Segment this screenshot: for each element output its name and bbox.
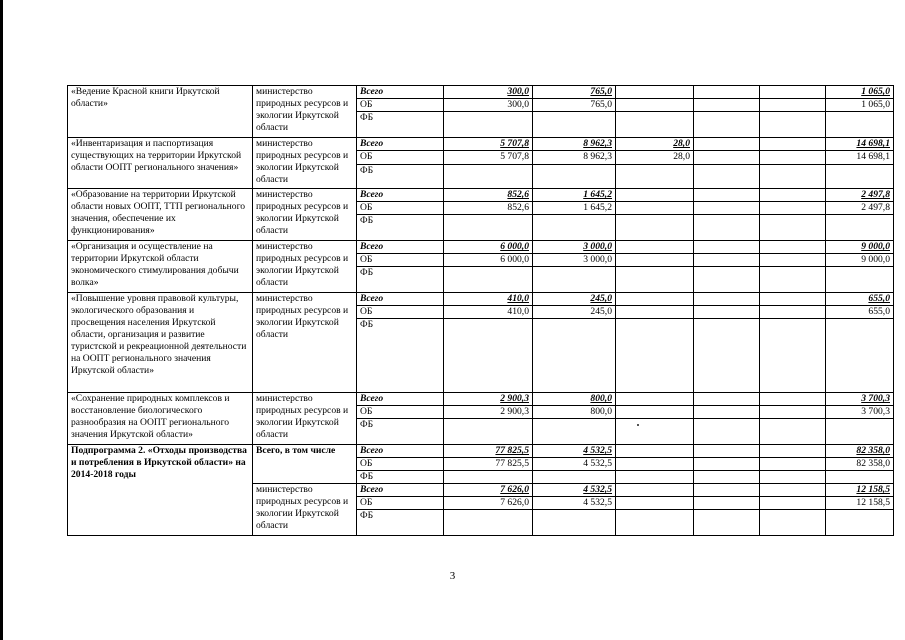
value-total-cell: 12 158,5: [826, 497, 894, 510]
value-2017-cell: [694, 112, 760, 138]
value-2015-cell: 1 645,2: [533, 202, 616, 215]
value-2017-cell: [694, 445, 760, 458]
value-2018-cell: [760, 393, 826, 406]
source-type-cell: Всего: [357, 293, 444, 306]
value-2016-cell: [616, 510, 694, 536]
value-2014-cell: 2 900,3: [444, 393, 533, 406]
value-2014-cell: 77 825,5: [444, 458, 533, 471]
value-2017-cell: [694, 458, 760, 471]
value-total-cell: 2 497,8: [826, 202, 894, 215]
value-2015-cell: 4 532,5: [533, 445, 616, 458]
value-2015-cell: [533, 267, 616, 293]
value-2015-cell: [533, 112, 616, 138]
value-2014-cell: 5 707,8: [444, 151, 533, 165]
value-2016-cell: [616, 112, 694, 138]
source-type-cell: ОБ: [357, 306, 444, 319]
value-total-cell: 2 497,8: [826, 189, 894, 202]
source-type-cell: ФБ: [357, 510, 444, 536]
value-2016-cell: [616, 267, 694, 293]
value-2015-cell: 4 532,5: [533, 458, 616, 471]
source-type-cell: Всего: [357, 393, 444, 406]
value-2018-cell: [760, 319, 826, 393]
value-total-cell: [826, 471, 894, 484]
value-2014-cell: 6 000,0: [444, 254, 533, 267]
value-2014-cell: 2 900,3: [444, 406, 533, 419]
value-2018-cell: [760, 99, 826, 112]
value-2015-cell: [533, 510, 616, 536]
value-2014-cell: 852,6: [444, 202, 533, 215]
source-type-cell: ФБ: [357, 419, 444, 445]
value-2015-cell: 4 532,5: [533, 484, 616, 497]
value-2016-cell: [616, 202, 694, 215]
value-2017-cell: [694, 484, 760, 497]
value-2016-cell: [616, 497, 694, 510]
executor-cell: министерство природных ресурсов и экологии Иркутской области: [253, 138, 357, 189]
value-2018-cell: [760, 241, 826, 254]
source-type-cell: ОБ: [357, 202, 444, 215]
value-2017-cell: [694, 189, 760, 202]
measure-name-cell: «Инвентаризация и паспортизация существующих на территории Иркутской области ООПТ регионального значения»: [68, 138, 253, 189]
executor-cell: министерство природных ресурсов и экологии Иркутской области: [253, 393, 357, 445]
scan-speck: [637, 424, 639, 426]
executor-cell: министерство природных ресурсов и экологии Иркутской области: [253, 293, 357, 393]
value-2017-cell: [694, 138, 760, 151]
value-total-cell: 1 065,0: [826, 86, 894, 99]
value-2015-cell: 765,0: [533, 99, 616, 112]
source-type-cell: ОБ: [357, 99, 444, 112]
value-2018-cell: [760, 445, 826, 458]
source-type-cell: ОБ: [357, 151, 444, 165]
value-2017-cell: [694, 406, 760, 419]
value-2014-cell: 5 707,8: [444, 138, 533, 151]
value-2018-cell: [760, 254, 826, 267]
value-2017-cell: [694, 151, 760, 165]
source-type-cell: Всего: [357, 445, 444, 458]
value-2018-cell: [760, 419, 826, 445]
value-2014-cell: 77 825,5: [444, 445, 533, 458]
value-2014-cell: 7 626,0: [444, 484, 533, 497]
value-2015-cell: 1 645,2: [533, 189, 616, 202]
value-2014-cell: 410,0: [444, 306, 533, 319]
value-2017-cell: [694, 202, 760, 215]
value-2015-cell: [533, 419, 616, 445]
value-2016-cell: [616, 471, 694, 484]
value-total-cell: 3 700,3: [826, 393, 894, 406]
value-2016-cell: [616, 306, 694, 319]
value-2015-cell: 800,0: [533, 406, 616, 419]
value-total-cell: [826, 267, 894, 293]
value-2015-cell: 3 000,0: [533, 241, 616, 254]
budget-table-body: [68, 86, 894, 536]
value-2016-cell: [616, 406, 694, 419]
source-type-cell: Всего: [357, 241, 444, 254]
value-2014-cell: 300,0: [444, 99, 533, 112]
value-2016-cell: [616, 241, 694, 254]
value-2018-cell: [760, 484, 826, 497]
source-type-cell: ОБ: [357, 497, 444, 510]
source-type-cell: Всего: [357, 189, 444, 202]
value-total-cell: 1 065,0: [826, 99, 894, 112]
value-2017-cell: [694, 241, 760, 254]
value-2016-cell: [616, 319, 694, 393]
value-2017-cell: [694, 254, 760, 267]
source-type-cell: Всего: [357, 484, 444, 497]
value-2014-cell: [444, 319, 533, 393]
value-2016-cell: [616, 254, 694, 267]
executor-cell: министерство природных ресурсов и экологии Иркутской области: [253, 484, 357, 536]
value-total-cell: [826, 319, 894, 393]
value-2018-cell: [760, 306, 826, 319]
value-2014-cell: 300,0: [444, 86, 533, 99]
source-type-cell: ОБ: [357, 254, 444, 267]
measure-name-cell: «Образование на территории Иркутской области новых ООПТ, ТТП регионального значения, обеспечение их функционирования»: [68, 189, 253, 241]
value-2014-cell: [444, 215, 533, 241]
value-2018-cell: [760, 189, 826, 202]
measure-name-cell: «Повышение уровня правовой культуры, экологического образования и просвещения населения Иркутской области, организация и развитие туристской и рекреационной деятельности на ООПТ регионального значения Иркутской области»: [68, 293, 253, 393]
table-row: [68, 293, 894, 306]
value-2018-cell: [760, 497, 826, 510]
executor-cell: министерство природных ресурсов и экологии Иркутской области: [253, 189, 357, 241]
source-type-cell: ФБ: [357, 267, 444, 293]
value-2017-cell: [694, 510, 760, 536]
table-row: [68, 86, 894, 99]
executor-cell: министерство природных ресурсов и экологии Иркутской области: [253, 86, 357, 138]
value-2018-cell: [760, 510, 826, 536]
value-2016-cell: 28,0: [616, 138, 694, 151]
value-2016-cell: [616, 165, 694, 189]
value-2014-cell: 6 000,0: [444, 241, 533, 254]
value-2016-cell: [616, 484, 694, 497]
value-2014-cell: 410,0: [444, 293, 533, 306]
value-total-cell: 14 698,1: [826, 151, 894, 165]
value-2015-cell: 765,0: [533, 86, 616, 99]
source-type-cell: ФБ: [357, 112, 444, 138]
subprogram-total-label-cell: Всего, в том числе: [253, 445, 357, 484]
value-2016-cell: [616, 445, 694, 458]
value-2014-cell: [444, 112, 533, 138]
table-row: [68, 445, 894, 458]
measure-name-cell: «Ведение Красной книги Иркутской области»: [68, 86, 253, 138]
source-type-cell: Всего: [357, 138, 444, 151]
table-row: [68, 393, 894, 406]
value-2018-cell: [760, 215, 826, 241]
value-2015-cell: 8 962,3: [533, 151, 616, 165]
source-type-cell: ОБ: [357, 458, 444, 471]
value-total-cell: [826, 510, 894, 536]
value-2015-cell: [533, 165, 616, 189]
value-2016-cell: [616, 393, 694, 406]
value-2018-cell: [760, 471, 826, 484]
value-2015-cell: [533, 319, 616, 393]
value-2016-cell: 28,0: [616, 151, 694, 165]
value-2014-cell: 852,6: [444, 189, 533, 202]
value-2017-cell: [694, 393, 760, 406]
value-2018-cell: [760, 151, 826, 165]
value-2015-cell: [533, 215, 616, 241]
subprogram-name-cell: Подпрограмма 2. «Отходы производства и потребления в Иркутской области» на 2014-2018 годы: [68, 445, 253, 536]
value-2014-cell: [444, 419, 533, 445]
measure-name-cell: «Организация и осуществление на территории Иркутской области экономического стимулирования добычи волка»: [68, 241, 253, 293]
source-type-cell: ФБ: [357, 471, 444, 484]
value-total-cell: [826, 165, 894, 189]
value-2015-cell: 8 962,3: [533, 138, 616, 151]
value-2018-cell: [760, 112, 826, 138]
value-2017-cell: [694, 267, 760, 293]
value-2018-cell: [760, 138, 826, 151]
value-2017-cell: [694, 293, 760, 306]
value-total-cell: 655,0: [826, 293, 894, 306]
value-2014-cell: [444, 165, 533, 189]
page-number: 3: [449, 570, 456, 582]
value-2018-cell: [760, 406, 826, 419]
value-2016-cell: [616, 86, 694, 99]
table-row: [68, 241, 894, 254]
value-total-cell: 9 000,0: [826, 254, 894, 267]
value-2018-cell: [760, 267, 826, 293]
value-2017-cell: [694, 471, 760, 484]
value-2015-cell: 800,0: [533, 393, 616, 406]
value-2015-cell: 245,0: [533, 293, 616, 306]
value-total-cell: [826, 419, 894, 445]
value-2017-cell: [694, 215, 760, 241]
value-2016-cell: [616, 293, 694, 306]
value-2014-cell: [444, 471, 533, 484]
value-2018-cell: [760, 202, 826, 215]
value-2014-cell: [444, 267, 533, 293]
source-type-cell: ОБ: [357, 406, 444, 419]
value-2017-cell: [694, 99, 760, 112]
executor-cell: министерство природных ресурсов и экологии Иркутской области: [253, 241, 357, 293]
source-type-cell: ФБ: [357, 165, 444, 189]
value-2017-cell: [694, 86, 760, 99]
scan-edge-bar: [0, 0, 3, 640]
value-total-cell: 3 700,3: [826, 406, 894, 419]
value-2016-cell: [616, 215, 694, 241]
value-2015-cell: [533, 471, 616, 484]
value-total-cell: 9 000,0: [826, 241, 894, 254]
value-2016-cell: [616, 99, 694, 112]
table-row: [68, 189, 894, 202]
value-total-cell: 14 698,1: [826, 138, 894, 151]
value-2017-cell: [694, 319, 760, 393]
value-2017-cell: [694, 165, 760, 189]
source-type-cell: ФБ: [357, 319, 444, 393]
value-2017-cell: [694, 306, 760, 319]
value-2018-cell: [760, 165, 826, 189]
value-2015-cell: 4 532,5: [533, 497, 616, 510]
value-2016-cell: [616, 458, 694, 471]
value-2018-cell: [760, 86, 826, 99]
measure-name-cell: «Сохранение природных комплексов и восстановление биологического разнообразия на ООПТ регионального значения Иркутской области»: [68, 393, 253, 445]
table-row: [68, 138, 894, 151]
source-type-cell: Всего: [357, 86, 444, 99]
value-2014-cell: 7 626,0: [444, 497, 533, 510]
value-2014-cell: [444, 510, 533, 536]
value-2016-cell: [616, 419, 694, 445]
value-2015-cell: 245,0: [533, 306, 616, 319]
value-total-cell: [826, 112, 894, 138]
value-total-cell: 82 358,0: [826, 458, 894, 471]
budget-table: [67, 85, 894, 536]
value-total-cell: 655,0: [826, 306, 894, 319]
value-2017-cell: [694, 419, 760, 445]
value-2015-cell: 3 000,0: [533, 254, 616, 267]
value-2018-cell: [760, 293, 826, 306]
value-total-cell: [826, 215, 894, 241]
value-2016-cell: [616, 189, 694, 202]
source-type-cell: ФБ: [357, 215, 444, 241]
value-2018-cell: [760, 458, 826, 471]
value-2017-cell: [694, 497, 760, 510]
value-total-cell: 12 158,5: [826, 484, 894, 497]
value-total-cell: 82 358,0: [826, 445, 894, 458]
